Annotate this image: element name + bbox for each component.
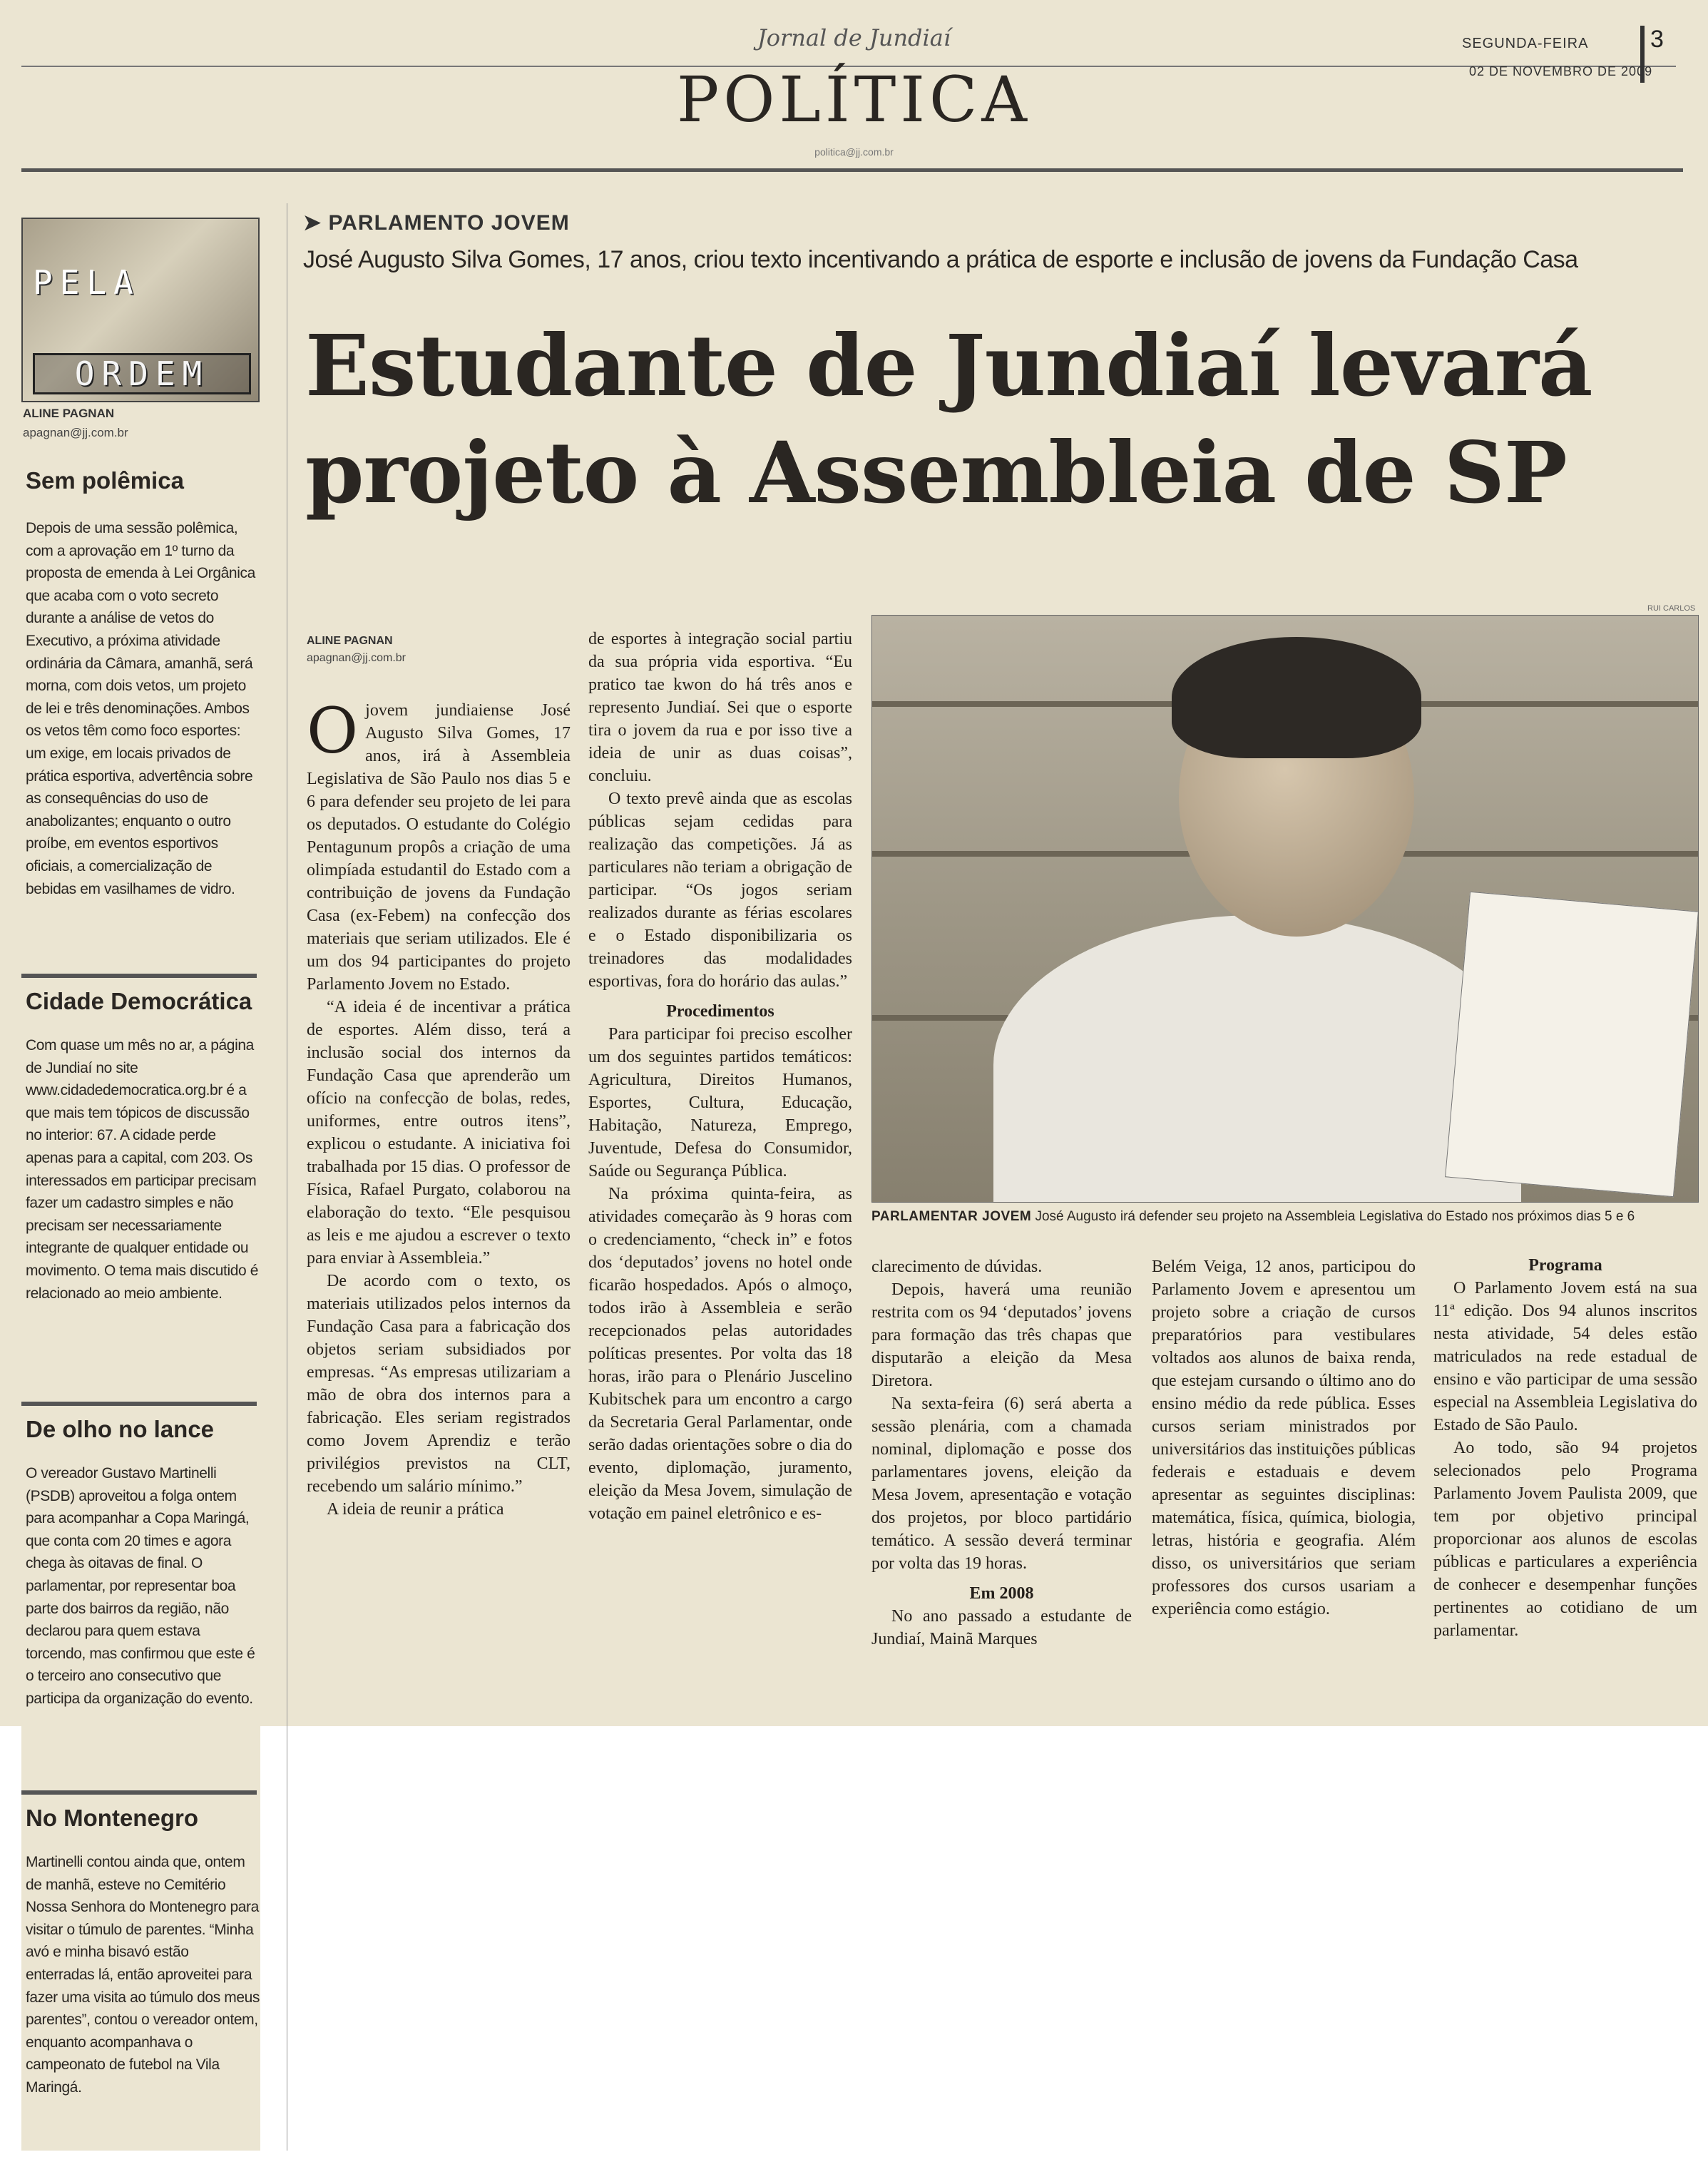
section-email: politica@jj.com.br — [814, 146, 894, 158]
paragraph: de esportes à integração social partiu da sua própria vida esportiva. “Eu pratico tae kwon do há três anos e represento Jundiaí. Sei que o esporte tira o jovem da rua e por isso tive a ideia de unir as duas coisas”, concluiu. — [588, 630, 852, 785]
paragraph: No ano passado a estudante de Jundiaí, Mainã Marques — [871, 1607, 1132, 1648]
paragraph: “A ideia é de incentivar a prática de esportes. Além disso, terá a inclusão social dos internos da Fundação Casa que aprenderão um ofício na confecção de bolas, redes, uniformes, entre outros itens”, explicou o estudante. A iniciativa foi trabalhada por 15 dias. O professor de Física, Rafael Purgato, colaborou na elaboração do texto. “Ele pesquisou as leis e me ajudou a escrever o texto para enviar à Assembleia.” — [307, 998, 571, 1268]
note-body: Depois de uma sessão polêmica, com a aprovação em 1º turno da proposta de emenda à Lei Orgânica que acaba com o voto secreto durante a análise de vetos do Executivo, a próxima atividade ordinária da Câmara, amanhã, será morna, com dois vetos, um projeto de lei e três denominações. Ambos os vetos têm como foco esportes: um exige, em locais privados de prática esportiva, advertência sobre as consequências do uso de anabolizantes; enquanto o outro proíbe, em eventos esportivos oficiais, a comercialização de bebidas em vasilhames de vidro. — [26, 520, 255, 897]
page-number: 3 — [1640, 26, 1686, 83]
caption-label: PARLAMENTAR JOVEM — [871, 1209, 1032, 1224]
subhead-procedimentos: Procedimentos — [666, 1002, 774, 1021]
paragraph: Ao todo, são 94 projetos selecionados pelo Programa Parlamento Jovem Paulista 2009, que tem por objetivo principal proporcionar aos alunos de escolas públicas e particulares a experiência de conhecer e desempenhar funções pertinentes ao cotidiano de um parlamentar. — [1433, 1439, 1697, 1640]
article-author: ALINE PAGNAN — [307, 635, 393, 647]
caption-text: José Augusto irá defender seu projeto na Assembleia Legislativa do Estado nos próximos dias 5 e 6 — [1035, 1209, 1635, 1224]
issue-date: 02 DE NOVEMBRO DE 2009 — [1469, 64, 1653, 78]
section-title: POLÍTICA — [677, 63, 1031, 136]
note-body: Martinelli contou ainda que, ontem de manhã, esteve no Cemitério Nossa Senhora do Montenegro para visitar o túmulo de parentes. “Minha avó e minha bisavó estão enterradas lá, então aproveitei para fazer uma visita ao túmulo dos meus parentes”, contou o vereador ontem, enquanto acompanhava o campeonato de futebol na Vila Maringá. — [26, 1854, 260, 2096]
pela-ordem-column — [21, 182, 260, 2151]
section-rule — [21, 168, 1683, 172]
headline-line-2: projeto à Assembleia de SP — [305, 423, 1567, 522]
paragraph: clarecimento de dúvidas. — [871, 1258, 1043, 1276]
article-author-email: apagnan@jj.com.br — [307, 652, 406, 664]
column-author: ALINE PAGNAN — [23, 407, 115, 420]
article-column-4 — [1152, 1255, 1416, 1621]
paragraph: Na sexta-feira (6) será aberta a sessão plenária, com a chamada nominal, diplomação e posse dos parlamentares jovens, eleição da Mesa Jovem, apresentação e votação dos projetos, por bloco partidário temático. A sessão deverá terminar por volta das 19 horas. — [871, 1394, 1132, 1573]
student-photo — [871, 615, 1699, 1203]
article-column-5 — [1433, 1247, 1697, 1642]
note-body: O vereador Gustavo Martinelli (PSDB) aproveitou a folga ontem para acompanhar a Copa Maringá, que conta com 20 times e agora chega às oitavas de final. O parlamentar, por representar boa parte dos bairros da região, não declarou para quem estava torcendo, mas confirmou que este é o terceiro ano consecutivo que participa da organização do evento. — [26, 1465, 255, 1707]
drop-cap: O — [307, 694, 359, 768]
paragraph: Na próxima quinta-feira, as atividades começarão às 9 horas com o credenciamento, “check in” e fotos dos ‘deputados’ jovens no hotel onde ficarão hospedados. Após o almoço, todos irão à Assembleia e serão recepcionados pelas autoridades políticas presentes. Por volta das 18 horas, irão para o Plenário Juscelino Kubitschek para um encontro a cargo da Secretaria Geral Parlamentar, onde serão dadas orientações sobre o dia do evento, diplomação, juramento, eleição da Mesa Jovem, simulação de votação em painel eletrônico e es- — [588, 1185, 852, 1523]
paragraph: Para participar foi preciso escolher um dos seguintes partidos temáticos: Agricultura, Direitos Humanos, Esportes, Cultura, Educação, Habitação, Natureza, Emprego, Juventude, Defesa do Consumidor, Saúde ou Segurança Pública. — [588, 1025, 852, 1181]
note-title: Sem polêmica — [26, 467, 184, 494]
pela-ordem-logo: PELA ORDEM — [21, 218, 260, 402]
article-column-1 — [307, 694, 571, 1521]
article-column-2 — [588, 628, 852, 1525]
note-body: Com quase um mês no ar, a página de Jundiaí no site www.cidadedemocratica.org.br é a que mais tem tópicos de discussão no interior: 67. A cidade perde apenas para a capital, com 203. Os interessados em participar precisam fazer um cadastro simples e não precisam ser necessariamente integrante de qualquer entidade ou movimento. O tema mais discutido é relacionado ao meio ambiente. — [26, 1037, 259, 1302]
newspaper-name: Jornal de Jundiaí — [757, 24, 951, 51]
note-title: No Montenegro — [26, 1805, 198, 1831]
paragraph: O Parlamento Jovem está na sua 11ª edição. Dos 94 alunos inscritos nesta atividade, 54 deles estão matriculados na rede estadual de ensino e vão participar de uma sessão especial na Assembleia Legislativa do Estado de São Paulo. — [1433, 1279, 1697, 1434]
paragraph: O texto prevê ainda que as escolas públicas sejam cedidas para realização das competições. Já as particulares não teriam a obrigação de participar. “Os jogos seriam realizados durante as férias escolares e o Estado disponibilizaria os treinadores das modalidades esportivas, fora do horário das aulas.” — [588, 790, 852, 991]
subhead-programa: Programa — [1528, 1256, 1602, 1275]
article-kicker: ➤ PARLAMENTO JOVEM — [303, 211, 570, 235]
article-deck: José Augusto Silva Gomes, 17 anos, criou texto incentivando a prática de esporte e inclusão de jovens da Fundação Casa — [303, 246, 1578, 273]
paragraph: Belém Veiga, 12 anos, participou do Parlamento Jovem e apresentou um projeto sobre a criação de cursos preparatórios para vestibulares voltados aos alunos de baixa renda, que estejam cursando o último ano do ensino médio da rede pública. Esses cursos seriam ministrados por universitários das instituições públicas federais e estaduais e devem apresentar as seguintes disciplinas: matemática, física, química, biologia, letras, história e geografia. Além disso, os universitários que seriam professores dos cursos usariam a experiência como estágio. — [1152, 1258, 1416, 1618]
article-headline — [305, 312, 1696, 526]
headline-line-1: Estudante de Jundiaí levará — [305, 316, 1592, 415]
paragraph: De acordo com o texto, os materiais utilizados pelos internos da Fundação Casa para a fabricação dos objetos seriam subsidiados por empresas. “As empresas utilizariam a mão de obra dos internos para a fabricação. Eles seriam registrados como Jovem Aprendiz e terão privilégios previstos na CLT, recebendo um salário mínimo.” — [307, 1272, 571, 1496]
photo-credit: RUI CARLOS — [1647, 604, 1696, 613]
photo-caption — [871, 1209, 1699, 1225]
column-email: apagnan@jj.com.br — [23, 426, 128, 439]
weekday: SEGUNDA-FEIRA — [1462, 36, 1589, 51]
subhead-em-2008: Em 2008 — [969, 1584, 1034, 1603]
note-title: Cidade Democrática — [26, 988, 252, 1014]
article-column-3 — [871, 1255, 1132, 1651]
paragraph: A ideia de reunir a prática — [327, 1500, 504, 1519]
paragraph: Depois, haverá uma reunião restrita com os 94 ‘deputados’ jovens para formação das três chapas que disputarão a eleição da Mesa Diretora. — [871, 1280, 1132, 1390]
paragraph: Ojovem jundiaiense José Augusto Silva Gomes, 17 anos, irá à Assembleia Legislativa de São Paulo nos dias 5 e 6 para defender seu projeto de lei para os deputados. O estudante do Colégio Pentagunum propôs a criação de uma olimpíada estudantil do Estado com a contribuição de jovens da Fundação Casa (ex-Febem) na confecção dos materiais que seriam utilizados. Ele é um dos 94 participantes do projeto Parlamento Jovem no Estado. — [307, 694, 571, 994]
note-title: De olho no lance — [26, 1416, 215, 1442]
